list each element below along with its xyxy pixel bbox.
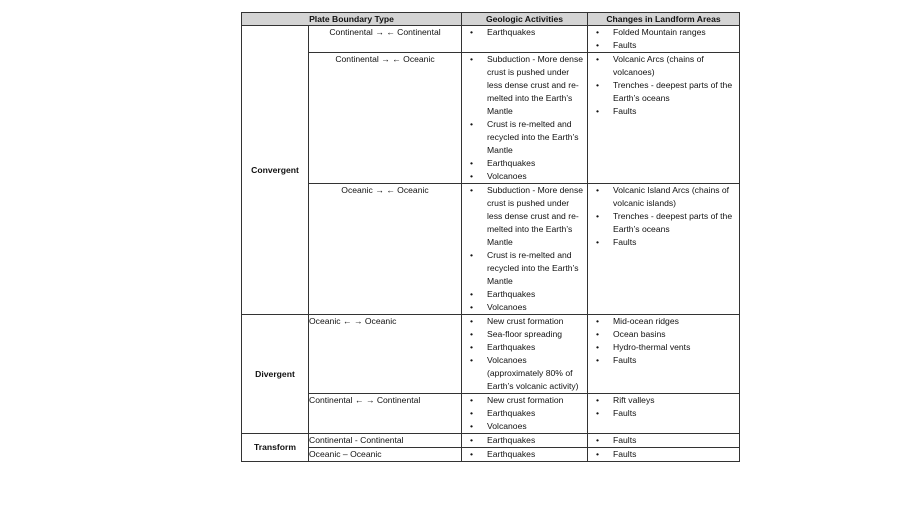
list-item: • Trenches - deepest parts of the Earth’s oceans [588,210,739,236]
list-item: • Subduction - More dense crust is pushed under less dense crust and re-melted into the Earth’s Mantle [462,184,587,249]
list-item: • New crust formation [462,394,587,407]
activities-cell [462,53,588,184]
table-row [242,53,740,184]
list-item: • Subduction - More dense crust is pushed under less dense crust and re-melted into the Earth’s Mantle [462,53,587,118]
boundary-type: Oceanic → ← Oceanic [341,185,429,195]
boundary-type-cell [309,448,462,462]
header-row [242,13,740,26]
changes-cell [588,315,740,394]
boundary-type-cell [309,184,462,315]
list-item: • Crust is re-melted and recycled into the Earth’s Mantle [462,249,587,288]
boundary-type: Continental → ← Continental [329,27,441,37]
boundary-type: Oceanic – Oceanic [309,449,382,459]
table-row [242,26,740,53]
table-row [242,448,740,462]
list-item: • Faults [588,39,739,52]
list-item: • Earthquakes [462,26,587,39]
table-row [242,184,740,315]
changes-cell [588,394,740,434]
list-item: • Faults [588,105,739,118]
list-item: • Volcanoes [462,420,587,433]
list-item: • Earthquakes [462,434,587,447]
activities-cell [462,394,588,434]
group-label-transform: Transform [242,434,309,462]
list-item: • Volcanic Island Arcs (chains of volcanic islands) [588,184,739,210]
plate-boundary-table [241,12,740,462]
activities-cell [462,434,588,448]
boundary-type-cell [309,394,462,434]
list-item: • Earthquakes [462,157,587,170]
activities-cell [462,315,588,394]
list-item: • Rift valleys [588,394,739,407]
list-item: • New crust formation [462,315,587,328]
header-landform-changes: Changes in Landform Areas [588,13,740,26]
boundary-type: Continental - Continental [309,435,404,445]
list-item: • Faults [588,407,739,420]
table-row [242,315,740,394]
list-item: • Sea-floor spreading [462,328,587,341]
boundary-type-cell [309,434,462,448]
list-item: • Earthquakes [462,341,587,354]
activities-cell [462,184,588,315]
list-item: • Earthquakes [462,288,587,301]
table-row [242,434,740,448]
changes-cell [588,26,740,53]
boundary-type: Continental → ← Oceanic [335,54,435,64]
changes-cell [588,448,740,462]
header-plate-boundary-type: Plate Boundary Type [242,13,462,26]
activities-cell [462,26,588,53]
list-item: • Volcanic Arcs (chains of volcanoes) [588,53,739,79]
list-item: • Volcanoes [462,301,587,314]
list-item: • Faults [588,236,739,249]
boundary-type: Oceanic ← → Oceanic [309,316,397,326]
header-geologic-activities: Geologic Activities [462,13,588,26]
list-item: • Folded Mountain ranges [588,26,739,39]
group-label-convergent: Convergent [242,26,309,315]
boundary-type-cell [309,315,462,394]
changes-cell [588,434,740,448]
group-label-divergent: Divergent [242,315,309,434]
list-item: • Faults [588,434,739,447]
list-item: • Hydro-thermal vents [588,341,739,354]
list-item: • Crust is re-melted and recycled into the Earth’s Mantle [462,118,587,157]
list-item: • Faults [588,354,739,367]
list-item: • Ocean basins [588,328,739,341]
activities-cell [462,448,588,462]
boundary-type: Continental ← → Continental [309,395,421,405]
changes-cell [588,53,740,184]
list-item: • Mid-ocean ridges [588,315,739,328]
table-row [242,394,740,434]
list-item: • Trenches - deepest parts of the Earth’s oceans [588,79,739,105]
list-item: • Faults [588,448,739,461]
list-item: • Volcanoes [462,170,587,183]
boundary-type-cell [309,53,462,184]
changes-cell [588,184,740,315]
boundary-type-cell [309,26,462,53]
list-item: • Earthquakes [462,448,587,461]
list-item: • Earthquakes [462,407,587,420]
list-item: • Volcanoes (approximately 80% of Earth’s volcanic activity) [462,354,587,393]
